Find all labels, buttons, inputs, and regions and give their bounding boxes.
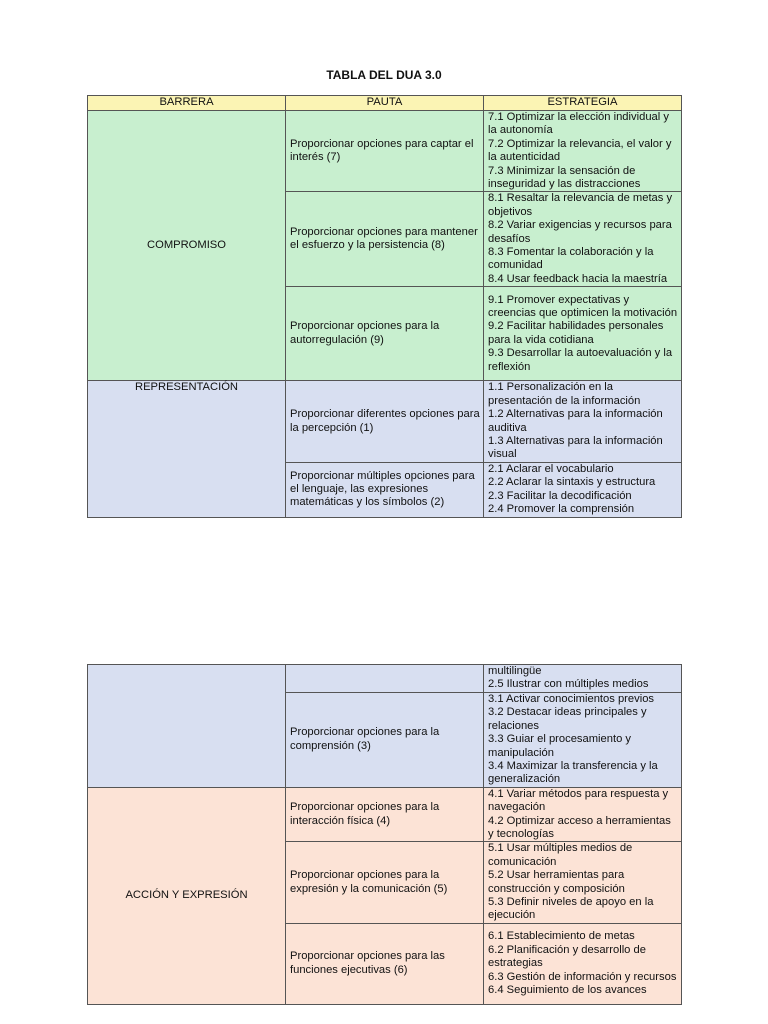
table-row (88, 381, 682, 462)
estrategia-cell (484, 692, 682, 787)
estrategia-cell (484, 462, 682, 517)
pauta-cell: Proporcionar múltiples opciones para el lenguaje, las expresiones matemáticas y los símbolos (2) (286, 462, 484, 517)
estrategia-item: 1.3 Alternativas para la información visual (488, 434, 663, 461)
estrategia-item: 6.4 Seguimiento de los avances (488, 983, 647, 996)
estrategia-item: 5.2 Usar herramientas para construcción y composición (488, 869, 625, 895)
pauta-cell: Proporcionar opciones para la autorregulación (9) (286, 287, 484, 381)
estrategia-item: 7.2 Optimizar la relevancia, el valor y la autenticidad (488, 137, 672, 164)
estrategia-item: 8.4 Usar feedback hacia la maestría (488, 272, 668, 285)
table-row (88, 665, 682, 693)
estrategia-item: 1.1 Personalización en la presentación de la información (488, 381, 641, 407)
estrategia-cell (484, 842, 682, 923)
estrategia-item: 6.1 Establecimiento de metas (488, 930, 635, 943)
estrategia-item: 2.3 Facilitar la decodificación (488, 489, 632, 502)
estrategia-cell (484, 923, 682, 1004)
barrera-representacion: REPRESENTACIÓN (88, 381, 286, 517)
estrategia-item: 3.3 Guiar el procesamiento y manipulación (488, 733, 632, 759)
document-title: TABLA DEL DUA 3.0 (326, 68, 442, 82)
estrategia-cell (484, 381, 682, 462)
pauta-cell: Proporcionar opciones para la expresión y la comunicación (5) (286, 842, 484, 923)
dua-table-page-1 (87, 95, 682, 518)
estrategia-item: 8.2 Variar exigencias y recursos para desafíos (488, 219, 672, 245)
table-row (88, 111, 682, 192)
table-row (88, 787, 682, 842)
estrategia-item: 2.4 Promover la comprensión (488, 503, 635, 516)
estrategia-item: 4.1 Variar métodos para respuesta y navegación (488, 787, 669, 814)
pauta-cell: Proporcionar opciones para las funciones ejecutivas (6) (286, 923, 484, 1004)
estrategia-item: 7.3 Minimizar la sensación de inseguridad y las distracciones (488, 164, 641, 191)
estrategia-item: 5.1 Usar múltiples medios de comunicación (488, 842, 633, 868)
pauta-cell: Proporcionar opciones para mantener el esfuerzo y la persistencia (8) (286, 192, 484, 287)
estrategia-item: 3.2 Destacar ideas principales y relaciones (488, 706, 647, 732)
estrategia-item: 3.1 Activar conocimientos previos (488, 692, 655, 705)
pauta-cell: Proporcionar opciones para la comprensión (3) (286, 692, 484, 787)
pauta-cell: Proporcionar opciones para la interacción física (4) (286, 787, 484, 842)
estrategia-item: 9.2 Facilitar habilidades personales para la vida cotidiana (488, 320, 664, 346)
estrategia-item: 8.1 Resaltar la relevancia de metas y objetivos (488, 192, 673, 218)
estrategia-cell (484, 287, 682, 381)
estrategia-item: multilingüe (488, 665, 542, 677)
barrera-representacion-continued (88, 665, 286, 788)
pauta-cell: Proporcionar opciones para captar el interés (7) (286, 111, 484, 192)
pauta-cell: Proporcionar diferentes opciones para la percepción (1) (286, 381, 484, 462)
estrategia-cell (484, 192, 682, 287)
estrategia-item: 1.2 Alternativas para la información auditiva (488, 408, 663, 434)
header-estrategia: ESTRATEGIA (484, 96, 682, 111)
estrategia-item: 2.2 Aclarar la sintaxis y estructura (488, 476, 656, 489)
pauta-cell-empty (286, 665, 484, 693)
estrategia-cell (484, 665, 682, 693)
estrategia-item: 2.1 Aclarar el vocabulario (488, 462, 614, 475)
header-barrera: BARRERA (88, 96, 286, 111)
estrategia-item: 6.2 Planificación y desarrollo de estrategias (488, 943, 646, 970)
estrategia-cell (484, 787, 682, 842)
dua-table-page-2 (87, 664, 682, 1005)
estrategia-cell (484, 111, 682, 192)
barrera-compromiso: COMPROMISO (88, 111, 286, 381)
estrategia-item: 5.3 Definir niveles de apoyo en la ejecución (488, 896, 654, 922)
estrategia-item: 9.1 Promover expectativas y creencias que optimicen la motivación (488, 293, 678, 319)
estrategia-item: 4.2 Optimizar acceso a herramientas y tecnologías (488, 814, 671, 841)
estrategia-item: 9.3 Desarrollar la autoevaluación y la reflexión (488, 347, 673, 373)
estrategia-item: 8.3 Fomentar la colaboración y la comunidad (488, 246, 654, 272)
estrategia-item: 7.1 Optimizar la elección individual y la autonomía (488, 111, 669, 137)
barrera-accion-expresion: ACCIÓN Y EXPRESIÓN (88, 787, 286, 1004)
estrategia-item: 2.5 Ilustrar con múltiples medios (488, 678, 649, 691)
header-pauta: PAUTA (286, 96, 484, 111)
estrategia-item: 3.4 Maximizar la transferencia y la generalización (488, 759, 658, 786)
estrategia-item: 6.3 Gestión de información y recursos (488, 970, 677, 983)
header-row (88, 96, 682, 111)
